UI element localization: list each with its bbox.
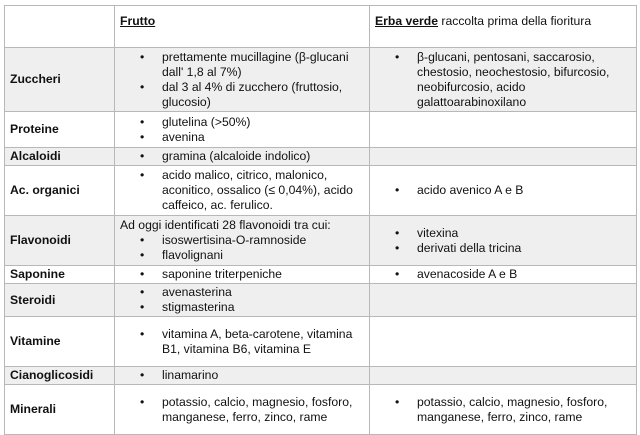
frutto-cell-list	[120, 285, 364, 315]
list-item: • glutelina (>50%)	[120, 115, 364, 130]
erba-cell	[370, 112, 637, 148]
erba-cell-list	[375, 183, 631, 198]
frutto-cell	[115, 367, 370, 385]
table-row	[5, 367, 637, 385]
frutto-cell	[115, 166, 370, 216]
table-row	[5, 317, 637, 367]
list-item: • flavolignani	[120, 248, 364, 263]
header-erba-cell	[370, 6, 637, 48]
list-item: • acido avenico A e B	[375, 183, 631, 198]
list-item: • β-glucani, pentosani, saccarosio, chestosio, neochestosio, bifurcosio, neobifurcosio, acido galattoarabinoxilano	[375, 50, 631, 110]
frutto-cell-list	[120, 149, 364, 164]
row-label: Saponine	[5, 266, 115, 284]
erba-cell-list	[375, 395, 631, 425]
header-corner-cell	[5, 6, 115, 48]
frutto-lead-text: Ad oggi identificati 28 flavonoidi tra cui:	[120, 218, 331, 232]
frutto-cell	[115, 266, 370, 284]
erba-cell	[370, 266, 637, 284]
erba-cell-list	[375, 267, 631, 282]
list-item: • dal 3 al 4% di zucchero (fruttosio, glucosio)	[120, 80, 364, 110]
frutto-cell-list	[120, 50, 364, 110]
header-erba-suffix: raccolta prima della fioritura	[438, 14, 592, 28]
table-row	[5, 148, 637, 166]
frutto-cell-list	[120, 327, 364, 357]
erba-cell	[370, 317, 637, 367]
list-item: • avenacoside A e B	[375, 267, 631, 282]
erba-cell	[370, 148, 637, 166]
erba-cell	[370, 48, 637, 112]
erba-cell-list	[375, 50, 631, 110]
row-label: Minerali	[5, 385, 115, 435]
row-label: Proteine	[5, 112, 115, 148]
table-row	[5, 266, 637, 284]
erba-cell	[370, 216, 637, 266]
frutto-cell-list	[120, 395, 364, 425]
list-item: • gramina (alcaloide indolico)	[120, 149, 364, 164]
list-item: • linamarino	[120, 368, 364, 383]
list-item: • vitamina A, beta-carotene, vitamina B1, vitamina B6, vitamina E	[120, 327, 364, 357]
list-item: • potassio, calcio, magnesio, fosforo, manganese, ferro, zinco, rame	[375, 395, 631, 425]
list-item: • isoswertisina-O-ramnoside	[120, 233, 364, 248]
row-label: Steroidi	[5, 284, 115, 317]
erba-cell	[370, 385, 637, 435]
frutto-cell	[115, 216, 370, 266]
frutto-cell	[115, 148, 370, 166]
table-row	[5, 385, 637, 435]
row-label: Zuccheri	[5, 48, 115, 112]
header-frutto-label: Frutto	[120, 14, 156, 28]
list-item: • avenasterina	[120, 285, 364, 300]
table-row	[5, 216, 637, 266]
frutto-cell-list	[120, 233, 364, 263]
table-row	[5, 112, 637, 148]
list-item: • acido malico, citrico, malonico, aconitico, ossalico (≤ 0,04%), acido caffeico, ac. ferulico.	[120, 168, 364, 213]
frutto-cell	[115, 317, 370, 367]
table-row	[5, 48, 637, 112]
table-row	[5, 166, 637, 216]
table-row	[5, 284, 637, 317]
row-label: Ac. organici	[5, 166, 115, 216]
list-item: • avenina	[120, 130, 364, 145]
row-label: Alcaloidi	[5, 148, 115, 166]
list-item: • vitexina	[375, 226, 631, 241]
erba-cell	[370, 367, 637, 385]
header-erba-label: Erba verde	[375, 14, 439, 28]
frutto-cell-list	[120, 168, 364, 213]
row-label: Cianoglicosidi	[5, 367, 115, 385]
frutto-cell	[115, 284, 370, 317]
list-item: • saponine triterpeniche	[120, 267, 364, 282]
frutto-cell	[115, 112, 370, 148]
frutto-cell	[115, 48, 370, 112]
frutto-cell	[115, 385, 370, 435]
table-body	[5, 6, 637, 435]
header-frutto-cell	[115, 6, 370, 48]
erba-cell	[370, 284, 637, 317]
row-label: Vitamine	[5, 317, 115, 367]
composition-table	[4, 5, 637, 435]
frutto-cell-list	[120, 115, 364, 145]
list-item: • prettamente mucillagine (β-glucani dall' 1,8 al 7%)	[120, 50, 364, 80]
erba-cell	[370, 166, 637, 216]
list-item: • potassio, calcio, magnesio, fosforo, manganese, ferro, zinco, rame	[120, 395, 364, 425]
frutto-cell-list	[120, 267, 364, 282]
table-header-row	[5, 6, 637, 48]
erba-cell-list	[375, 226, 631, 256]
frutto-cell-list	[120, 368, 364, 383]
list-item: • stigmasterina	[120, 300, 364, 315]
list-item: • derivati della tricina	[375, 241, 631, 256]
row-label: Flavonoidi	[5, 216, 115, 266]
